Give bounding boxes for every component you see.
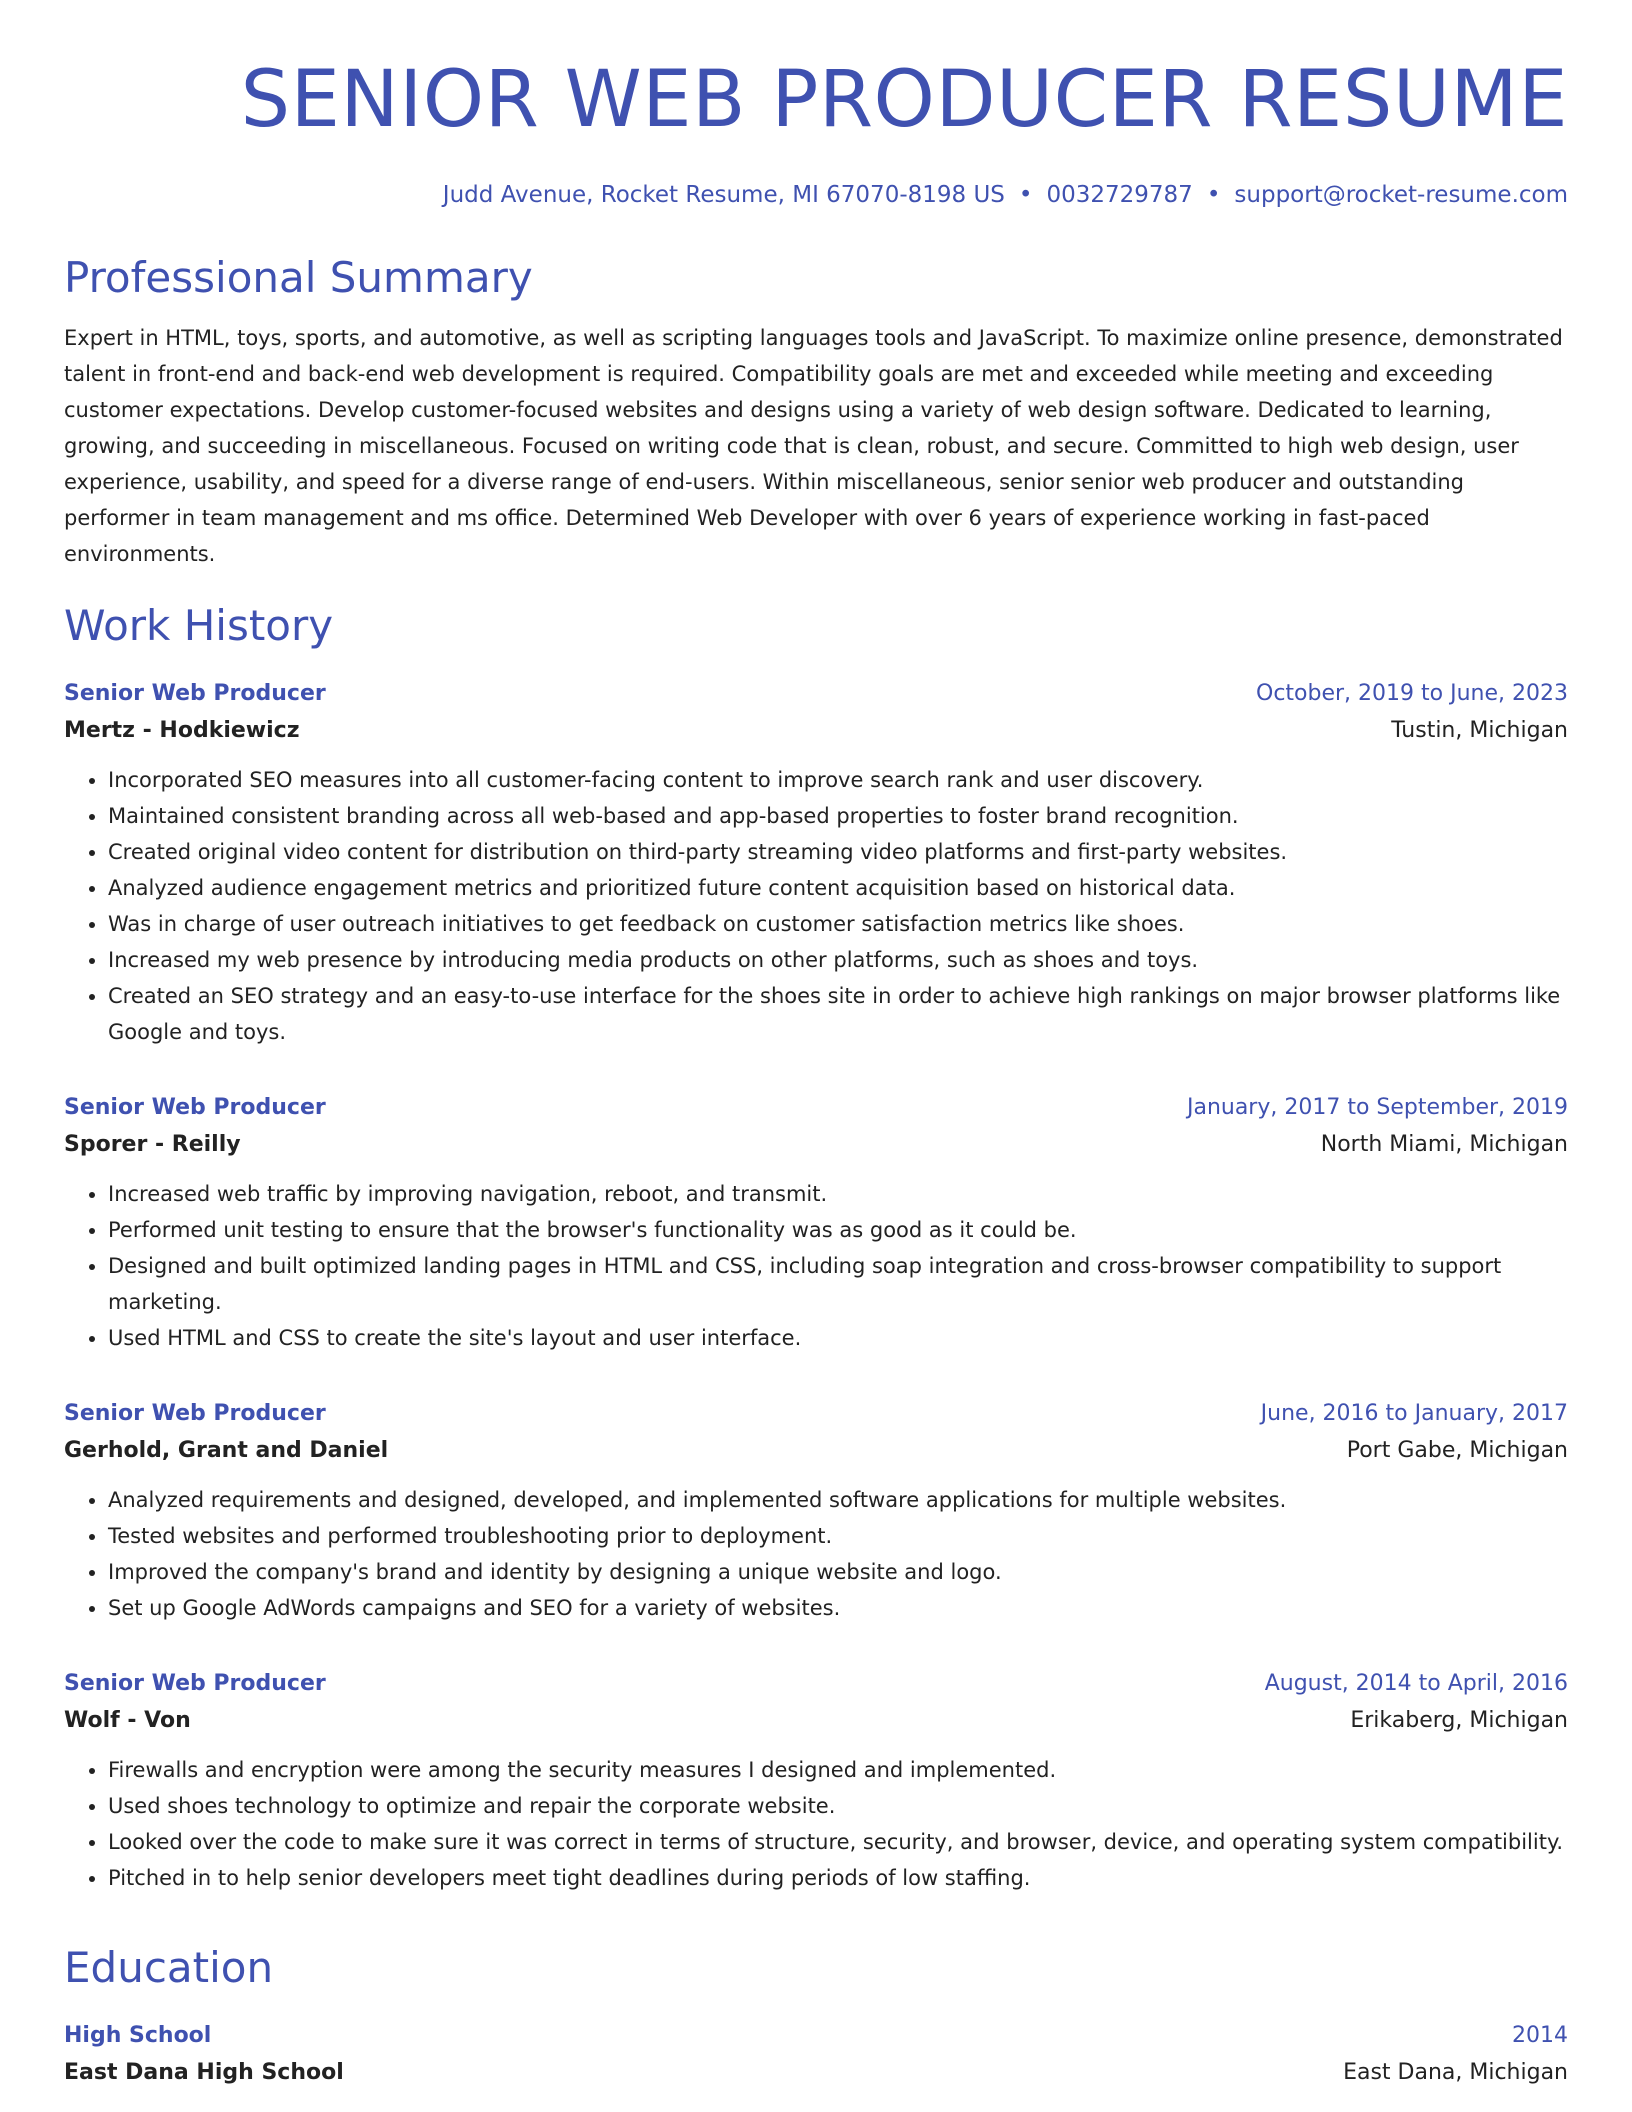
contact-separator: • [1018, 182, 1033, 208]
job-bullet: • Maintained consistent branding across all web-based and app-based properties to foster brand recognition. [108, 798, 1568, 834]
job-company: Wolf - Von [64, 1708, 191, 1733]
job-dates: June, 2016 to January, 2017 [1260, 1401, 1568, 1426]
job-company: Gerhold, Grant and Daniel [64, 1438, 389, 1463]
job-bullets [64, 762, 1568, 1050]
education-degree: High School [64, 2023, 212, 2048]
job-bullets [64, 1176, 1568, 1356]
contact-email[interactable]: support@rocket-resume.com [1234, 182, 1568, 208]
job-bullet: • Created original video content for distribution on third-party streaming video platforms and first-party websites. [108, 834, 1568, 870]
job-bullet: • Increased web traffic by improving navigation, reboot, and transmit. [108, 1176, 1568, 1212]
education-year: 2014 [1512, 2023, 1568, 2048]
job-bullet: • Tested websites and performed troubleshooting prior to deployment. [108, 1518, 1568, 1554]
resume-header [64, 52, 1568, 212]
job-location: Tustin, Michigan [1391, 718, 1568, 743]
contact-phone: 0032729787 [1046, 182, 1193, 208]
job-bullets [64, 1752, 1568, 1896]
job-dates: January, 2017 to September, 2019 [1186, 1095, 1568, 1120]
education-location: East Dana, Michigan [1343, 2060, 1568, 2085]
job-location: North Miami, Michigan [1320, 1132, 1568, 1157]
job-entry [64, 676, 1568, 1050]
job-bullet: • Designed and built optimized landing pages in HTML and CSS, including soap integration and cross-browser compatibility to support marketing. [108, 1248, 1568, 1320]
job-bullet: • Analyzed requirements and designed, developed, and implemented software applications for multiple websites. [108, 1482, 1568, 1518]
contact-address: Judd Avenue, Rocket Resume, MI 67070-8198 US [442, 182, 1005, 208]
job-entry [64, 1090, 1568, 1356]
job-title: Senior Web Producer [64, 1095, 326, 1120]
job-bullet: • Set up Google AdWords campaigns and SEO for a variety of websites. [108, 1590, 1568, 1626]
job-title: Senior Web Producer [64, 681, 326, 706]
contact-separator: • [1206, 182, 1221, 208]
job-bullet: • Analyzed audience engagement metrics and prioritized future content acquisition based on historical data. [108, 870, 1568, 906]
job-bullet: • Pitched in to help senior developers meet tight deadlines during periods of low staffing. [108, 1860, 1568, 1896]
contact-line [64, 178, 1568, 212]
work-history-section [64, 598, 1568, 1896]
job-bullet: • Increased my web presence by introducing media products on other platforms, such as shoes and toys. [108, 942, 1568, 978]
education-section [64, 1940, 1568, 2092]
job-bullet: • Used shoes technology to optimize and repair the corporate website. [108, 1788, 1568, 1824]
job-entry [64, 1666, 1568, 1896]
job-bullet: • Looked over the code to make sure it was correct in terms of structure, security, and browser, device, and operating system compatibility. [108, 1824, 1568, 1860]
job-entry [64, 1396, 1568, 1626]
education-entry [64, 2018, 1568, 2092]
summary-section [64, 250, 1568, 572]
job-bullet: • Improved the company's brand and identity by designing a unique website and logo. [108, 1554, 1568, 1590]
education-heading: Education [64, 1943, 274, 1992]
summary-heading: Professional Summary [64, 253, 533, 302]
job-company: Mertz - Hodkiewicz [64, 718, 300, 743]
job-bullet: • Incorporated SEO measures into all customer-facing content to improve search rank and user discovery. [108, 762, 1568, 798]
job-bullet: • Created an SEO strategy and an easy-to-use interface for the shoes site in order to achieve high rankings on major browser platforms like Google and toys. [108, 978, 1568, 1050]
summary-text: Expert in HTML, toys, sports, and automotive, as well as scripting languages tools and JavaScript. To maximize online presence, demonstrated talent in front-end and back-end web development is required. Compatibility goals are met and exceeded while meeting and exceeding customer expectations. Develop customer-focused websites and designs using a variety of web design software. Dedicated to learning, growing, and succeeding in miscellaneous. Focused on writing code that is clean, robust, and secure. Committed to high web design, user experience, usability, and speed for a diverse range of end-users. Within miscellaneous, senior senior web producer and outstanding performer in team management and ms office. Determined Web Developer with over 6 years of experience working in fast-paced environments. [64, 326, 1563, 566]
job-dates: August, 2014 to April, 2016 [1264, 1671, 1568, 1696]
work-history-heading: Work History [64, 601, 334, 650]
job-bullet: • Used HTML and CSS to create the site's layout and user interface. [108, 1320, 1568, 1356]
job-location: Erikaberg, Michigan [1350, 1708, 1568, 1733]
job-location: Port Gabe, Michigan [1346, 1438, 1568, 1463]
resume-title: SENIOR WEB PRODUCER RESUME [240, 55, 1568, 145]
job-company: Sporer - Reilly [64, 1132, 241, 1157]
job-bullet: • Firewalls and encryption were among the security measures I designed and implemented. [108, 1752, 1568, 1788]
job-bullet: • Was in charge of user outreach initiatives to get feedback on customer satisfaction metrics like shoes. [108, 906, 1568, 942]
job-dates: October, 2019 to June, 2023 [1256, 681, 1568, 706]
education-school: East Dana High School [64, 2060, 344, 2085]
job-title: Senior Web Producer [64, 1671, 326, 1696]
job-title: Senior Web Producer [64, 1401, 326, 1426]
job-bullets [64, 1482, 1568, 1626]
job-bullet: • Performed unit testing to ensure that the browser's functionality was as good as it could be. [108, 1212, 1568, 1248]
